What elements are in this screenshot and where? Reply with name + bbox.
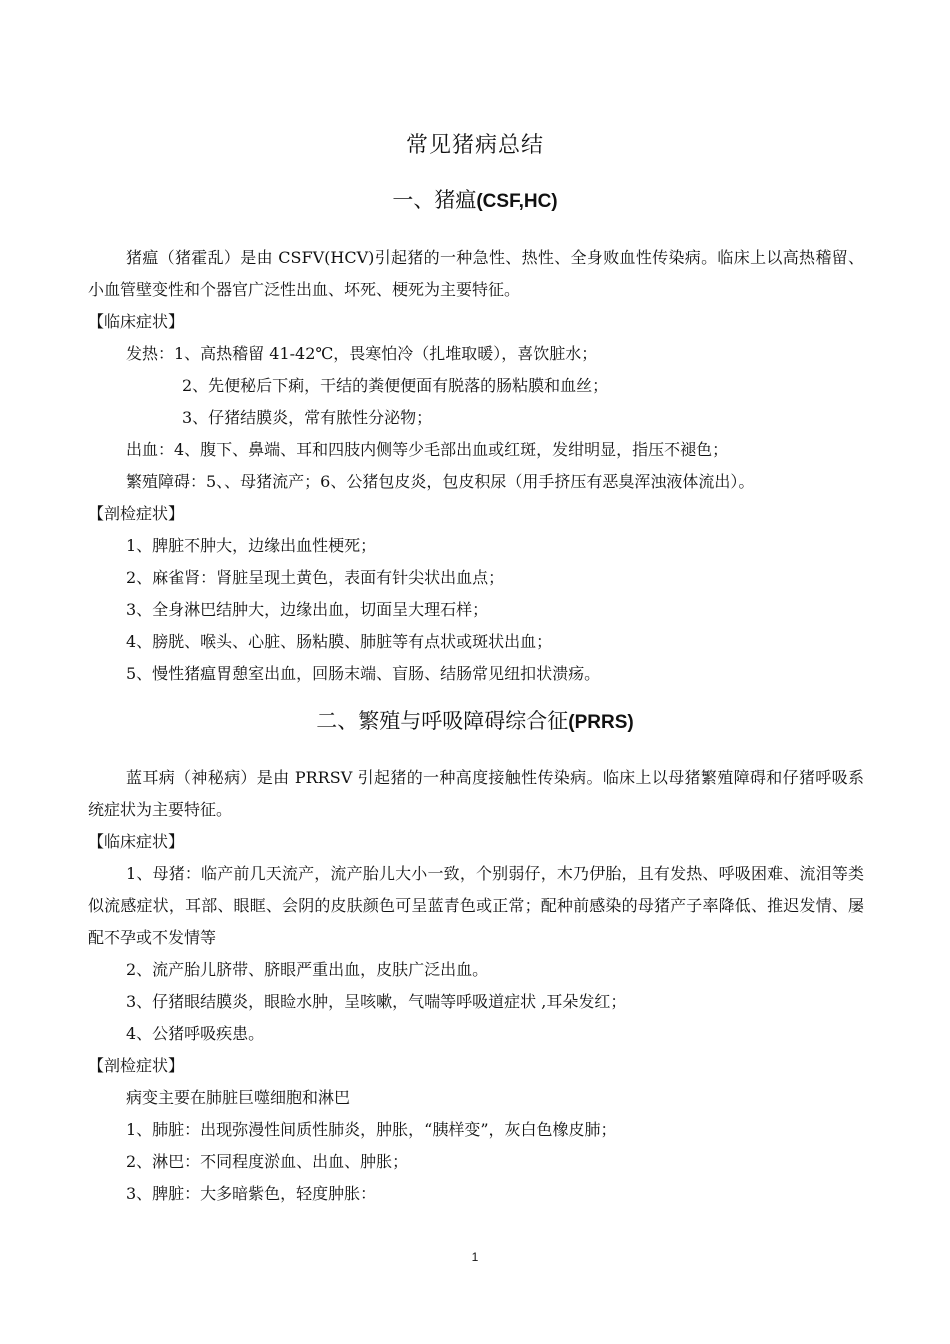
section-2-autopsy-intro: 病变主要在肺脏巨噬细胞和淋巴 — [126, 1088, 351, 1107]
document-title: 常见猪病总结 — [405, 133, 544, 158]
section-1-intro: 猪瘟（猪霍乱）是由 CSFV(HCV)引起猪的一种急性、热性、全身败血性传染病。临床上以高热稽留、小血管壁变性和个器官广泛性出血、坏死、梗死为主要特征。 — [88, 248, 864, 299]
section-2-heading-text: 二、繁殖与呼吸障碍综合征 — [316, 709, 569, 733]
section-2-heading-code: (PRRS) — [568, 712, 634, 733]
section-1-clinical-item: 3、仔猪结膜炎，常有脓性分泌物； — [182, 408, 433, 427]
section-2-autopsy-header: 【剖检症状】 — [88, 1056, 185, 1075]
section-1-autopsy-item: 4、膀胱、喉头、心脏、肠粘膜、肺脏等有点状或斑状出血； — [126, 632, 553, 651]
section-1-autopsy-header: 【剖检症状】 — [88, 504, 185, 523]
section-1-autopsy-item: 1、脾脏不肿大，边缘出血性梗死； — [126, 536, 377, 555]
section-2-clinical-item: 4、公猪呼吸疾患。 — [126, 1024, 265, 1043]
section-2-clinical-item: 2、流产胎儿脐带、脐眼严重出血，皮肤广泛出血。 — [126, 960, 489, 979]
section-2-autopsy-item: 2、淋巴：不同程度淤血、出血、肿胀； — [126, 1152, 409, 1171]
section-2-clinical-item: 1、母猪：临产前几天流产，流产胎儿大小一致，个别弱仔，木乃伊胎，且有发热、呼吸困难、流泪等类似流感症状，耳部、眼眶、会阴的皮肤颜色可呈蓝青色或正常；配种前感染的母猪产子率降低、推迟发情、屡配不孕或不发情等 — [88, 864, 864, 947]
section-1-heading-text: 一、猪瘟 — [392, 188, 477, 212]
section-1-autopsy-item: 2、麻雀肾：肾脏呈现土黄色，表面有针尖状出血点； — [126, 568, 505, 587]
section-1-heading-code: (CSF,HC) — [476, 191, 558, 212]
section-2-clinical-item: 3、仔猪眼结膜炎，眼睑水肿，呈咳嗽，气喘等呼吸道症状 ,耳朵发红； — [126, 992, 627, 1011]
section-2-heading — [0, 705, 950, 739]
section-2-autopsy-item: 1、肺脏：出现弥漫性间质性肺炎，肿胀，“胰样变”，灰白色橡皮肺； — [126, 1120, 617, 1139]
section-1-clinical-item: 发热：1、高热稽留 41-42℃，畏寒怕冷（扎堆取暖），喜饮脏水； — [126, 344, 598, 363]
section-2-clinical-header: 【临床症状】 — [88, 832, 185, 851]
section-1-clinical-item: 出血：4、腹下、鼻端、耳和四肢内侧等少毛部出血或红斑，发绀明显，指压不褪色； — [126, 440, 729, 459]
section-1-clinical-item: 繁殖障碍：5、、母猪流产；6、公猪包皮炎，包皮积尿（用手挤压有恶臭浑浊液体流出）。 — [126, 472, 755, 491]
section-1-heading — [0, 184, 950, 218]
section-1-autopsy-item: 3、全身淋巴结肿大，边缘出血，切面呈大理石样； — [126, 600, 489, 619]
section-2-autopsy-item: 3、脾脏：大多暗紫色，轻度肿胀： — [126, 1184, 377, 1203]
section-2-intro: 蓝耳病（神秘病）是由 PRRSV 引起猪的一种高度接触性传染病。临床上以母猪繁殖障碍和仔猪呼吸系统症状为主要特征。 — [88, 768, 864, 819]
page-number: 1 — [471, 1250, 479, 1264]
section-1-autopsy-item: 5、慢性猪瘟胃憩室出血，回肠末端、盲肠、结肠常见纽扣状溃疡。 — [126, 664, 601, 683]
section-1-clinical-header: 【临床症状】 — [88, 312, 185, 331]
section-1-clinical-item: 2、先便秘后下痢，干结的粪便便面有脱落的肠粘膜和血丝； — [182, 376, 609, 395]
